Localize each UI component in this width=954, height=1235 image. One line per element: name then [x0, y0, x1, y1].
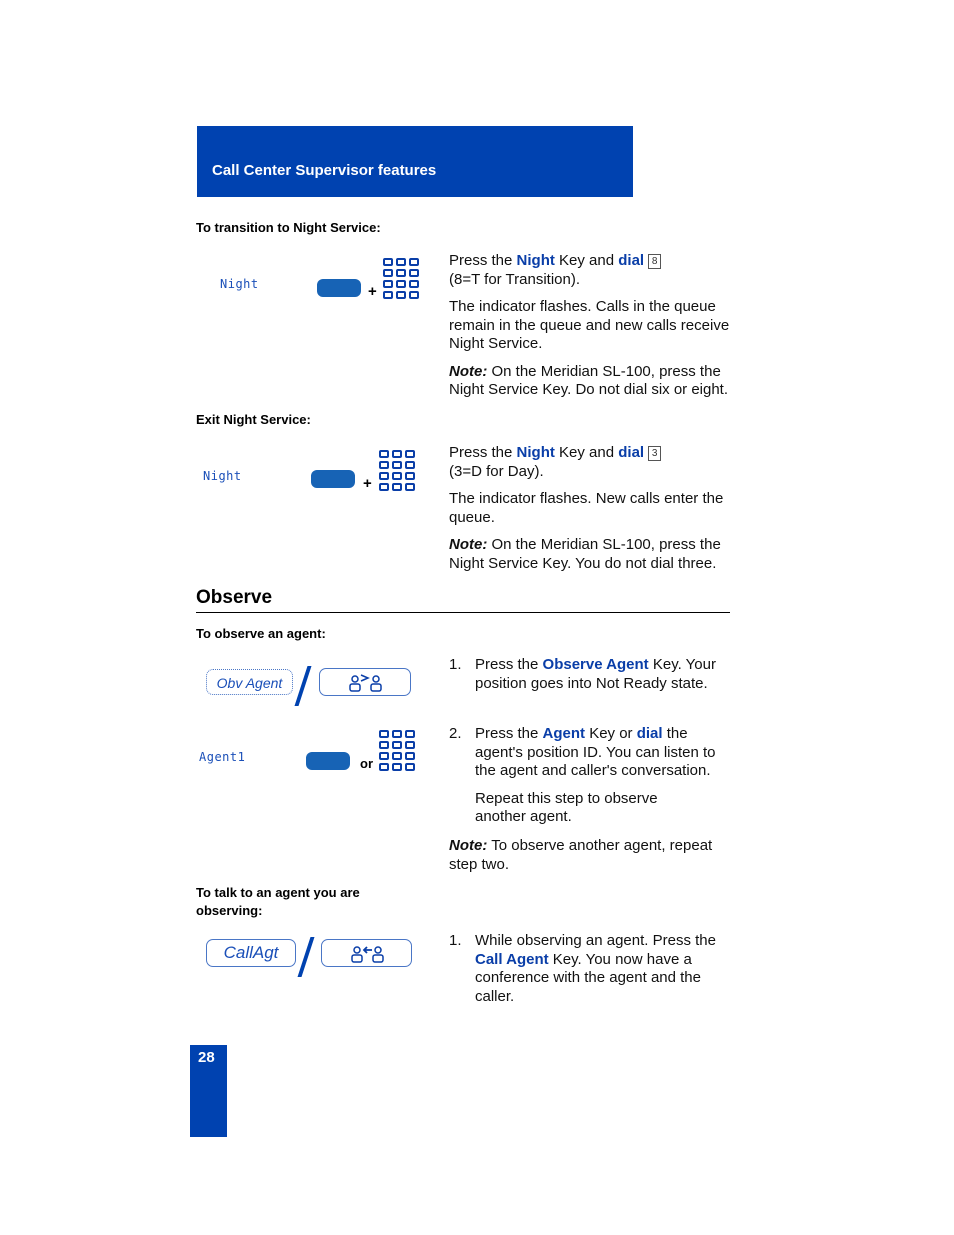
- observe-step-1: 1. Press the Observe Agent Key. Your position goes into Not Ready state.: [449, 656, 716, 692]
- dialpad-icon: [379, 730, 415, 771]
- night-transition-note: Note: On the Meridian SL-100, press the Night Service Key. Do not dial six or eight.: [449, 362, 729, 398]
- observe-section-title: Observe: [196, 587, 273, 608]
- night-exit-description: The indicator flashes. New calls enter the queue.: [449, 490, 724, 526]
- night-exit-heading: Exit Night Service:: [196, 412, 311, 427]
- dial-key-3-icon: 3: [648, 446, 661, 461]
- plus-sign: +: [368, 283, 377, 300]
- night-key-icon: [317, 279, 361, 297]
- dialpad-icon: [379, 450, 415, 491]
- plus-sign: +: [363, 475, 372, 492]
- observe-agent-key-name: Observe Agent: [542, 656, 649, 673]
- observe-step-2: 2. Press the Agent Key or dial the agent's position ID. You can listen to the agent and caller's conversation. Repeat this step to observe another agent.: [449, 725, 716, 825]
- dial-key-8-icon: 8: [648, 254, 661, 269]
- observe-agent-key: [319, 668, 411, 696]
- agent-key-name: Agent: [542, 725, 586, 742]
- night-transition-heading: To transition to Night Service:: [196, 220, 381, 235]
- observe-note: Note: To observe another agent, repeat step two.: [449, 837, 713, 873]
- night-exit-instruction: Press the Night Key and dial 3 (3=D for Day). The indicator flashes. New calls enter the queue. Note: On the Meridian SL-100, press the Night Service Key. You do not dial three.: [449, 444, 739, 573]
- dial-word: dial: [618, 252, 645, 269]
- dialpad-icon: [383, 258, 419, 299]
- obv-agent-label: Obv Agent: [216, 675, 283, 691]
- callagt-label: CallAgt: [223, 943, 279, 962]
- page-header-title: Call Center Supervisor features: [212, 162, 437, 179]
- call-agent-icon: [348, 942, 388, 966]
- night-key-icon: [311, 470, 355, 488]
- callagt-softkey: [206, 939, 296, 967]
- night-transition-description: The indicator flashes. Calls in the queue remain in the queue and new calls receive Night Service.: [449, 298, 730, 352]
- slash-separator: [298, 937, 315, 977]
- observe-repeat-text: Repeat this step to observe another agent.: [475, 789, 658, 825]
- night-exit-note: Note: On the Meridian SL-100, press the Night Service Key. You do not dial three.: [449, 536, 721, 572]
- observe-heading: To observe an agent:: [196, 626, 326, 641]
- obv-agent-softkey: [206, 669, 293, 695]
- talk-heading: To talk to an agent you are observing:: [196, 885, 360, 918]
- talk-step-1: 1. While observing an agent. Press the Call Agent Key. You now have a conference with the agent and the caller.: [449, 932, 716, 1005]
- section-divider: [196, 612, 730, 613]
- night-display-label: Night: [220, 277, 259, 291]
- night-key-name: Night: [516, 444, 555, 461]
- or-label: or: [360, 756, 373, 771]
- dial-word: dial: [636, 725, 663, 742]
- observe-agent-icon: [346, 671, 386, 695]
- dial-word: dial: [618, 444, 645, 461]
- night-display-label: Night: [203, 469, 242, 483]
- call-agent-key-name: Call Agent: [475, 950, 549, 968]
- agent-key-icon: [306, 752, 350, 770]
- agent-display-label: Agent1: [199, 750, 246, 764]
- slash-separator: [295, 666, 312, 706]
- night-transition-instruction: Press the Night Key and dial 8 (8=T for Transition). The indicator flashes. Calls in the queue remain in the queue and new calls receive Night Service. Note: On the Meridian SL-100, press the Night Service Key. Do not dial six or eight.: [449, 252, 739, 400]
- call-agent-key: [321, 939, 412, 967]
- night-key-name: Night: [516, 252, 555, 269]
- page-number: 28: [198, 1049, 215, 1066]
